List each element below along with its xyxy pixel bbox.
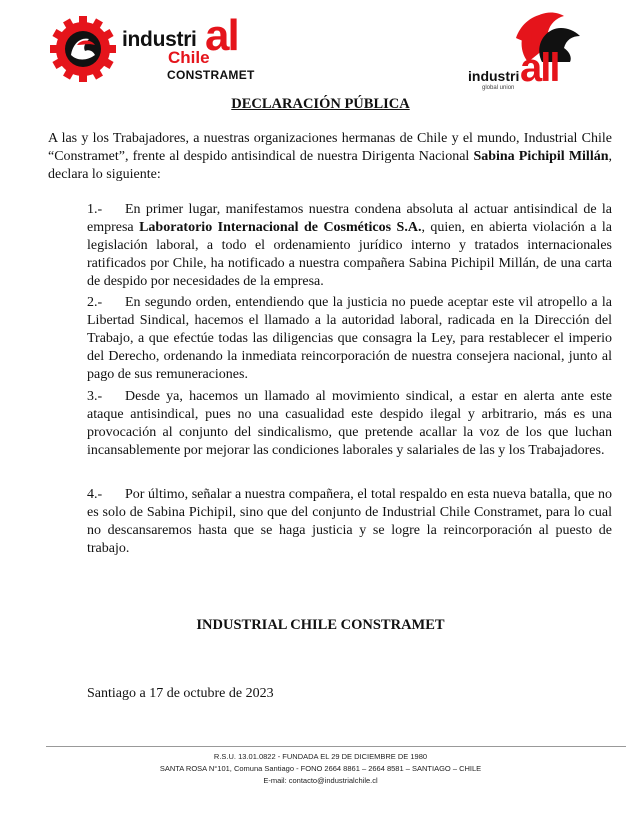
logo-left-industri: industri bbox=[122, 28, 197, 51]
footer-address: SANTA ROSA N°101, Comuna Santiago - FONO 2664 8861 – 2664 8581 – SANTIAGO – CHILE bbox=[159, 764, 482, 773]
footer-email: E-mail: contacto@industrialchile.cl bbox=[263, 776, 378, 785]
point-1-company: Laboratorio Internacional de Cosméticos S.A. bbox=[139, 220, 422, 235]
document-title: DECLARACIÓN PÚBLICA bbox=[231, 96, 410, 112]
logo-right-industri: industri bbox=[468, 68, 520, 84]
gear-wheel-icon bbox=[50, 16, 116, 82]
point-3 bbox=[87, 388, 612, 460]
intro-bold-name: Sabina Pichipil Millán bbox=[473, 149, 609, 164]
logo-left-constramet: CONSTRAMET bbox=[167, 68, 255, 82]
point-2-number: 2.- bbox=[87, 295, 103, 310]
date-line: Santiago a 17 de octubre de 2023 bbox=[87, 686, 274, 701]
industriall-chile-logo bbox=[50, 11, 260, 86]
logo-right-tagline: global union bbox=[482, 85, 515, 91]
logo-left-chile: Chile bbox=[168, 48, 210, 67]
industriall-global-union-logo bbox=[468, 4, 588, 96]
point-4-text: Por último, señalar a nuestra compañera, el total respaldo en esta nueva batalla, que no es solo de Sabina Pichipil, sino que del conjunto de Industrial Chile Constramet, para lo cual no descansaremos hasta que se haga justicia y se logre la reincorporación al puesto de trabajo. bbox=[87, 487, 612, 556]
logo-right-all: all bbox=[520, 46, 559, 90]
point-4 bbox=[87, 486, 612, 558]
intro-text-before: A las y los Trabajadores, a nuestras organizaciones hermanas de Chile y el mundo, Industrial Chile “Constramet”, frente al despido antisindical de nuestra Dirigenta Nacional bbox=[48, 131, 612, 164]
point-4-number: 4.- bbox=[87, 487, 103, 502]
intro-paragraph bbox=[48, 130, 612, 184]
footer-registration: R.S.U. 13.01.0822 - FUNDADA EL 29 DE DICIEMBRE DE 1980 bbox=[213, 752, 428, 761]
signature: INDUSTRIAL CHILE CONSTRAMET bbox=[196, 617, 445, 633]
point-1-text-after: , quien, en abierta violación a la legislación laboral, a todo el ordenamiento jurídico interno y tratados internacionales ratificados por Chile, ha notificado a nuestra compañera Sabina Pichipil Millán, de una carta de despido por necesidades de la empresa. bbox=[87, 220, 612, 289]
point-1 bbox=[87, 201, 612, 291]
footer-divider bbox=[46, 746, 626, 747]
point-2 bbox=[87, 294, 612, 384]
intro-text-after: , declara lo siguiente: bbox=[48, 149, 612, 182]
point-3-number: 3.- bbox=[87, 389, 103, 404]
logo-left-al: al bbox=[205, 11, 238, 60]
point-2-text: En segundo orden, entendiendo que la justicia no puede aceptar este vil atropello a la Libertad Sindical, hacemos el llamado a la autoridad laboral, radicada en la Dirección del Trabajo, a que efectúe todas las diligencias que consagra la Ley, para restablecer el imperio del Derecho, ordenando la inmediata reincorporación de nuestra consejera nacional, junto al pago de sus remuneraciones. bbox=[87, 295, 612, 382]
point-1-number: 1.- bbox=[87, 202, 103, 217]
point-1-text-before: En primer lugar, manifestamos nuestra condena absoluta al actuar antisindical de la empresa bbox=[87, 202, 612, 235]
point-3-text: Desde ya, hacemos un llamado al movimiento sindical, a estar en alerta ante este ataque antisindical, pues no una casualidad este despido ilegal y arbitrario, más es una provocación al conjunto del sindicalismo, que pretende acallar la voz de los que luchan incansablemente por mejorar las condiciones laborales y salariales de las y los Trabajadores. bbox=[87, 389, 612, 458]
